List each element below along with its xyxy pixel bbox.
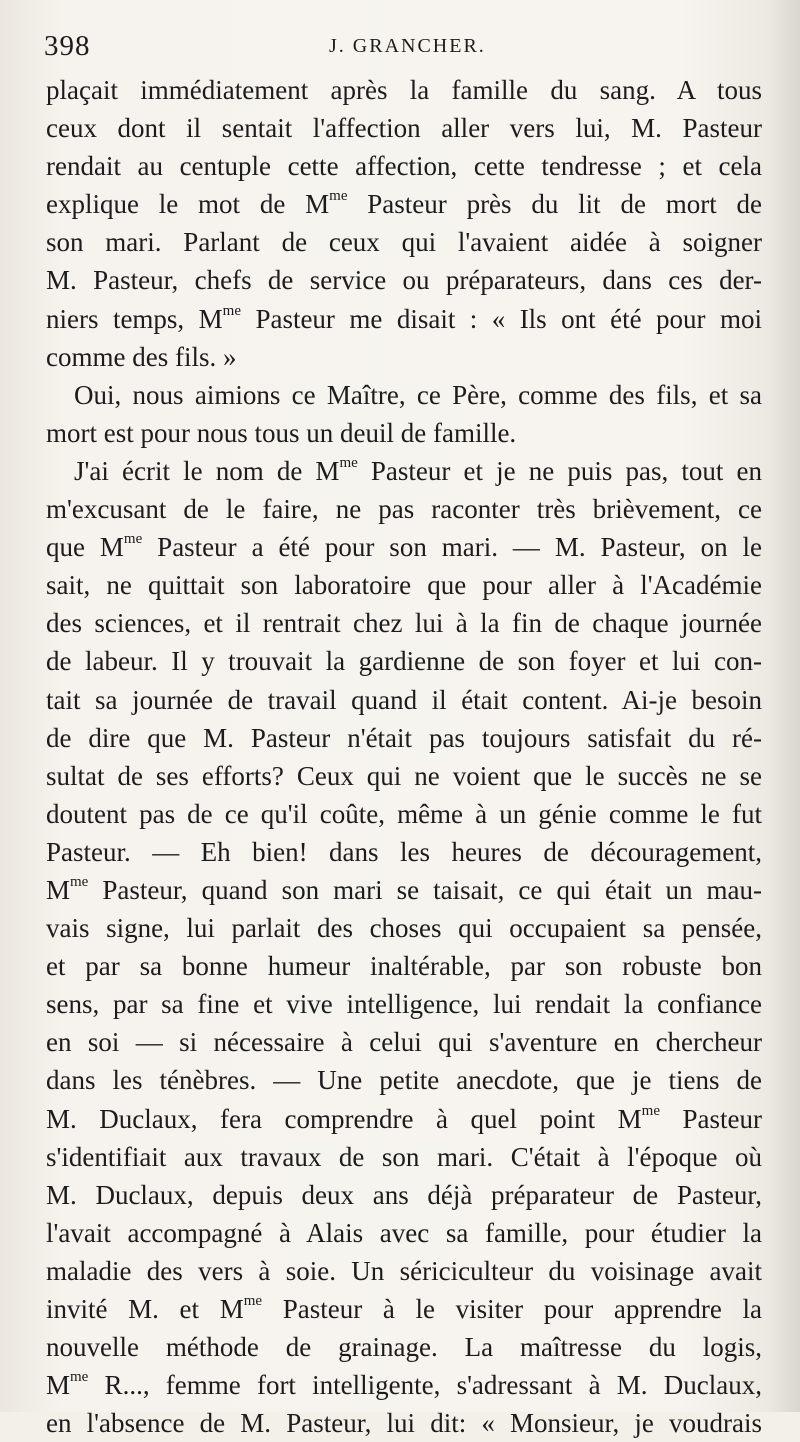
text-line [46, 452, 762, 490]
text-segment: niers temps, M [46, 303, 223, 334]
text-segment: Pasteur à le visiter pour apprendre la [262, 1294, 762, 1324]
text-segment: Pasteur [659, 1103, 762, 1134]
text-line [46, 871, 762, 909]
text-line [46, 1061, 762, 1099]
text-segment: invité M. et M [46, 1294, 244, 1324]
text-line [46, 1252, 762, 1290]
text-segment: doutent pas de ce qu'il coûte, même à un génie comme le fut [46, 798, 762, 829]
text-segment: sens, par sa fine et vive intelligence, lui rendait la confiance [46, 989, 762, 1020]
superscript: me [70, 873, 89, 890]
text-line [46, 642, 762, 680]
text-line [46, 147, 762, 185]
text-line [46, 566, 762, 604]
text-segment: des sciences, et il rentrait chez lui à la fin de chaque journée [46, 608, 762, 639]
superscript: me [329, 188, 348, 205]
text-line [46, 1328, 762, 1366]
text-line [46, 300, 762, 338]
text-segment: vais signe, lui parlait des choses qui occupaient sa pensée, [46, 913, 762, 944]
text-segment: plaçait immédiatement après la famille du sang. A tous [46, 75, 762, 105]
text-line [46, 681, 762, 719]
text-line [46, 71, 762, 109]
text-segment: M [46, 874, 71, 905]
text-line [46, 909, 762, 947]
text-segment: explique le mot de M [46, 189, 330, 220]
text-segment: Oui, nous aimions ce Maître, ce Père, comme des fils, et sa [74, 379, 762, 410]
text-line [46, 947, 762, 985]
text-segment: tait sa journée de travail quand il était content. Ai-je besoin [46, 684, 762, 715]
text-segment: s'identifiait aux travaux de son mari. C'était à l'époque où [46, 1141, 762, 1172]
text-line [46, 1176, 762, 1214]
text-segment: mort est pour nous tous un deuil de famille. [46, 417, 517, 448]
text-segment: M. Duclaux, fera comprendre à quel point M [46, 1103, 642, 1134]
body-text [46, 71, 762, 1442]
superscript: me [70, 1369, 89, 1386]
text-segment: nouvelle méthode de grainage. La maîtresse du logis, [46, 1332, 762, 1363]
text-segment: rendait au centuple cette affection, cette tendresse ; et cela [46, 151, 762, 182]
text-segment: M. Pasteur, chefs de service ou préparateurs, dans ces der- [46, 265, 762, 296]
text-line [46, 376, 762, 414]
text-line [46, 185, 762, 223]
text-segment: l'avait accompagné à Alais avec sa famille, pour étudier la [46, 1217, 762, 1248]
text-line [46, 1100, 762, 1138]
text-segment: ceux dont il sentait l'affection aller vers lui, M. Pasteur [46, 113, 762, 144]
text-line [46, 1366, 762, 1404]
text-segment: et par sa bonne humeur inaltérable, par son robuste bon [46, 951, 762, 982]
text-segment: M [46, 1370, 71, 1401]
text-segment: maladie des vers à soie. Un sériciculteur du voisinage avait [46, 1255, 762, 1286]
text-line [46, 1404, 762, 1442]
text-segment: M. Duclaux, depuis deux ans déjà préparateur de Pasteur, [46, 1179, 762, 1210]
superscript: me [222, 302, 241, 319]
text-segment: Pasteur et je ne puis pas, tout en [357, 455, 762, 486]
text-segment: R..., femme fort intelligente, s'adressant à M. Duclaux, [88, 1370, 762, 1401]
text-line [46, 757, 762, 795]
text-line [46, 1214, 762, 1252]
text-segment: Pasteur. — Eh bien! dans les heures de découragement, [46, 836, 762, 867]
text-line [46, 414, 762, 452]
text-line [46, 1023, 762, 1061]
text-line [46, 261, 762, 299]
text-line [46, 1138, 762, 1176]
text-segment: Pasteur a été pour son mari. — M. Pasteur, on le [142, 532, 762, 563]
text-line [46, 109, 762, 147]
text-line [46, 1290, 762, 1328]
running-head [44, 30, 764, 66]
text-segment: Pasteur, quand son mari se taisait, ce qui était un mau- [88, 874, 762, 905]
superscript: me [123, 531, 143, 548]
superscript: me [339, 454, 358, 471]
text-line [46, 528, 762, 566]
text-segment: en soi — si nécessaire à celui qui s'aventure en chercheur [46, 1027, 762, 1058]
text-segment: m'excusant de le faire, ne pas raconter très brièvement, ce [46, 494, 762, 525]
text-line [46, 604, 762, 642]
text-segment: que M [46, 532, 124, 563]
superscript: me [243, 1293, 263, 1309]
text-line [46, 338, 762, 376]
text-segment: sultat de ses efforts? Ceux qui ne voient que le succès ne se [46, 760, 762, 791]
superscript: me [641, 1102, 660, 1119]
text-segment: J'ai écrit le nom de M [74, 455, 340, 486]
running-title: J. GRANCHER. [329, 35, 486, 57]
text-line [46, 833, 762, 871]
text-segment: en l'absence de M. Pasteur, lui dit: « Monsieur, je voudrais [46, 1408, 762, 1439]
text-segment: son mari. Parlant de ceux qui l'avaient aidée à soigner [46, 227, 762, 258]
text-segment: comme des fils. » [46, 341, 237, 372]
text-segment: dans les ténèbres. — Une petite anecdote, que je tiens de [46, 1065, 762, 1096]
text-line [46, 223, 762, 261]
text-segment: sait, ne quittait son laboratoire que pour aller à l'Académie [46, 570, 762, 601]
text-segment: Pasteur près du lit de mort de [347, 189, 762, 220]
text-segment: de labeur. Il y trouvait la gardienne de son foyer et lui con- [46, 646, 762, 677]
text-segment: de dire que M. Pasteur n'était pas toujours satisfait du ré- [46, 722, 762, 753]
text-line [46, 490, 762, 528]
text-line [46, 719, 762, 757]
text-line [46, 985, 762, 1023]
page-number: 398 [44, 30, 91, 62]
text-line [46, 795, 762, 833]
text-segment: Pasteur me disait : « Ils ont été pour moi [240, 303, 762, 334]
